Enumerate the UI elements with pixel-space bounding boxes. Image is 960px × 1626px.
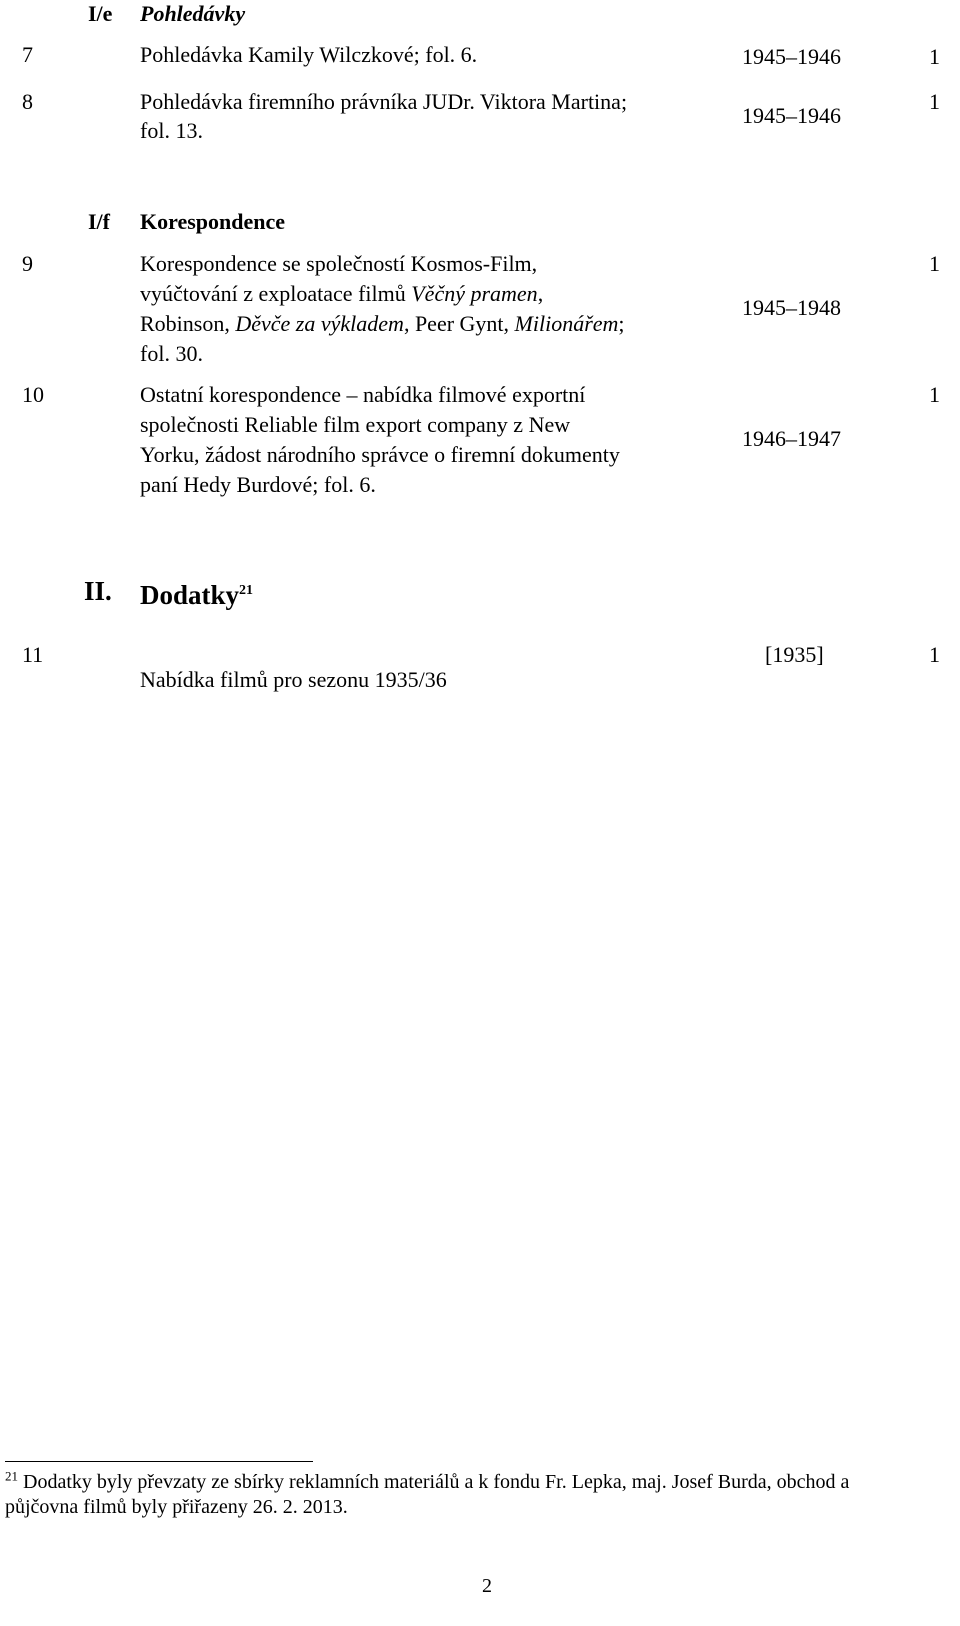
section-code-ie: I/e — [88, 1, 113, 26]
section-title-ie: Pohledávky — [140, 1, 246, 26]
row-8-description-line2: fol. 13. — [140, 118, 203, 143]
row-7-description: Pohledávka Kamily Wilczkové; fol. 6. — [140, 42, 478, 67]
section-code-ii: II. — [84, 576, 112, 606]
row-9-description-line3: Robinson, Děvče za výkladem, Peer Gynt, Milionářem; — [140, 311, 625, 336]
footnote-line2: půjčovna filmů byly přiřazeny 26. 2. 2013. — [5, 1496, 348, 1518]
row-8-number: 8 — [22, 89, 33, 114]
section-title-ii: Dodatky$^{21}$ — [140, 580, 254, 610]
row-10-count: 1 — [929, 382, 940, 407]
row-9-description-line4: fol. 30. — [140, 341, 203, 366]
section-code-if: I/f — [88, 209, 110, 234]
film-title: Věčný pramen — [411, 281, 538, 306]
footnote-separator — [5, 1461, 313, 1462]
row-10-description-line4: paní Hedy Burdové; fol. 6. — [140, 472, 376, 497]
row-8-count: 1 — [929, 89, 940, 114]
footnote — [5, 1470, 940, 1520]
row-11-description: Nabídka filmů pro sezonu 1935/36 — [140, 667, 447, 692]
row-10-years: 1946–1947 — [742, 426, 841, 451]
row-9-count: 1 — [929, 251, 940, 276]
row-9-description-line2: vyúčtování z exploatace filmů Věčný pramen, — [140, 281, 544, 306]
row-11-count: 1 — [929, 642, 940, 667]
row-10-description-line1: Ostatní korespondence – nabídka filmové exportní — [140, 382, 586, 407]
row-9-number: 9 — [22, 251, 33, 276]
row-11-years: [1935] — [765, 642, 824, 667]
row-10-description-line2: společnosti Reliable film export company z New — [140, 412, 571, 437]
film-title: Děvče za výkladem — [235, 311, 404, 336]
footnote-line1: $^{21}$ Dodatky byly převzaty ze sbírky reklamních materiálů a k fondu Fr. Lepka, maj. Josef Burda, obchod a — [5, 1468, 850, 1493]
row-8-description-line1: Pohledávka firemního právníka JUDr. Viktora Martina; — [140, 89, 628, 114]
row-9-description-line1: Korespondence se společností Kosmos-Film, — [140, 251, 538, 276]
row-10-description-line3: Yorku, žádost národního správce o firemní dokumenty — [140, 442, 620, 467]
row-7-years: 1945–1946 — [742, 44, 841, 69]
film-title: Milionářem — [514, 311, 619, 336]
section-title-if: Korespondence — [140, 209, 286, 234]
row-8-years: 1945–1946 — [742, 103, 841, 128]
footnote-mark: 21 — [5, 1468, 18, 1484]
row-7-number: 7 — [22, 42, 33, 67]
page-number: 2 — [482, 1575, 492, 1597]
footnote-reference: 21 — [239, 583, 254, 598]
row-11-number: 11 — [22, 642, 44, 667]
row-10-number: 10 — [22, 382, 44, 407]
row-7-count: 1 — [929, 44, 940, 69]
row-9-years: 1945–1948 — [742, 295, 841, 320]
